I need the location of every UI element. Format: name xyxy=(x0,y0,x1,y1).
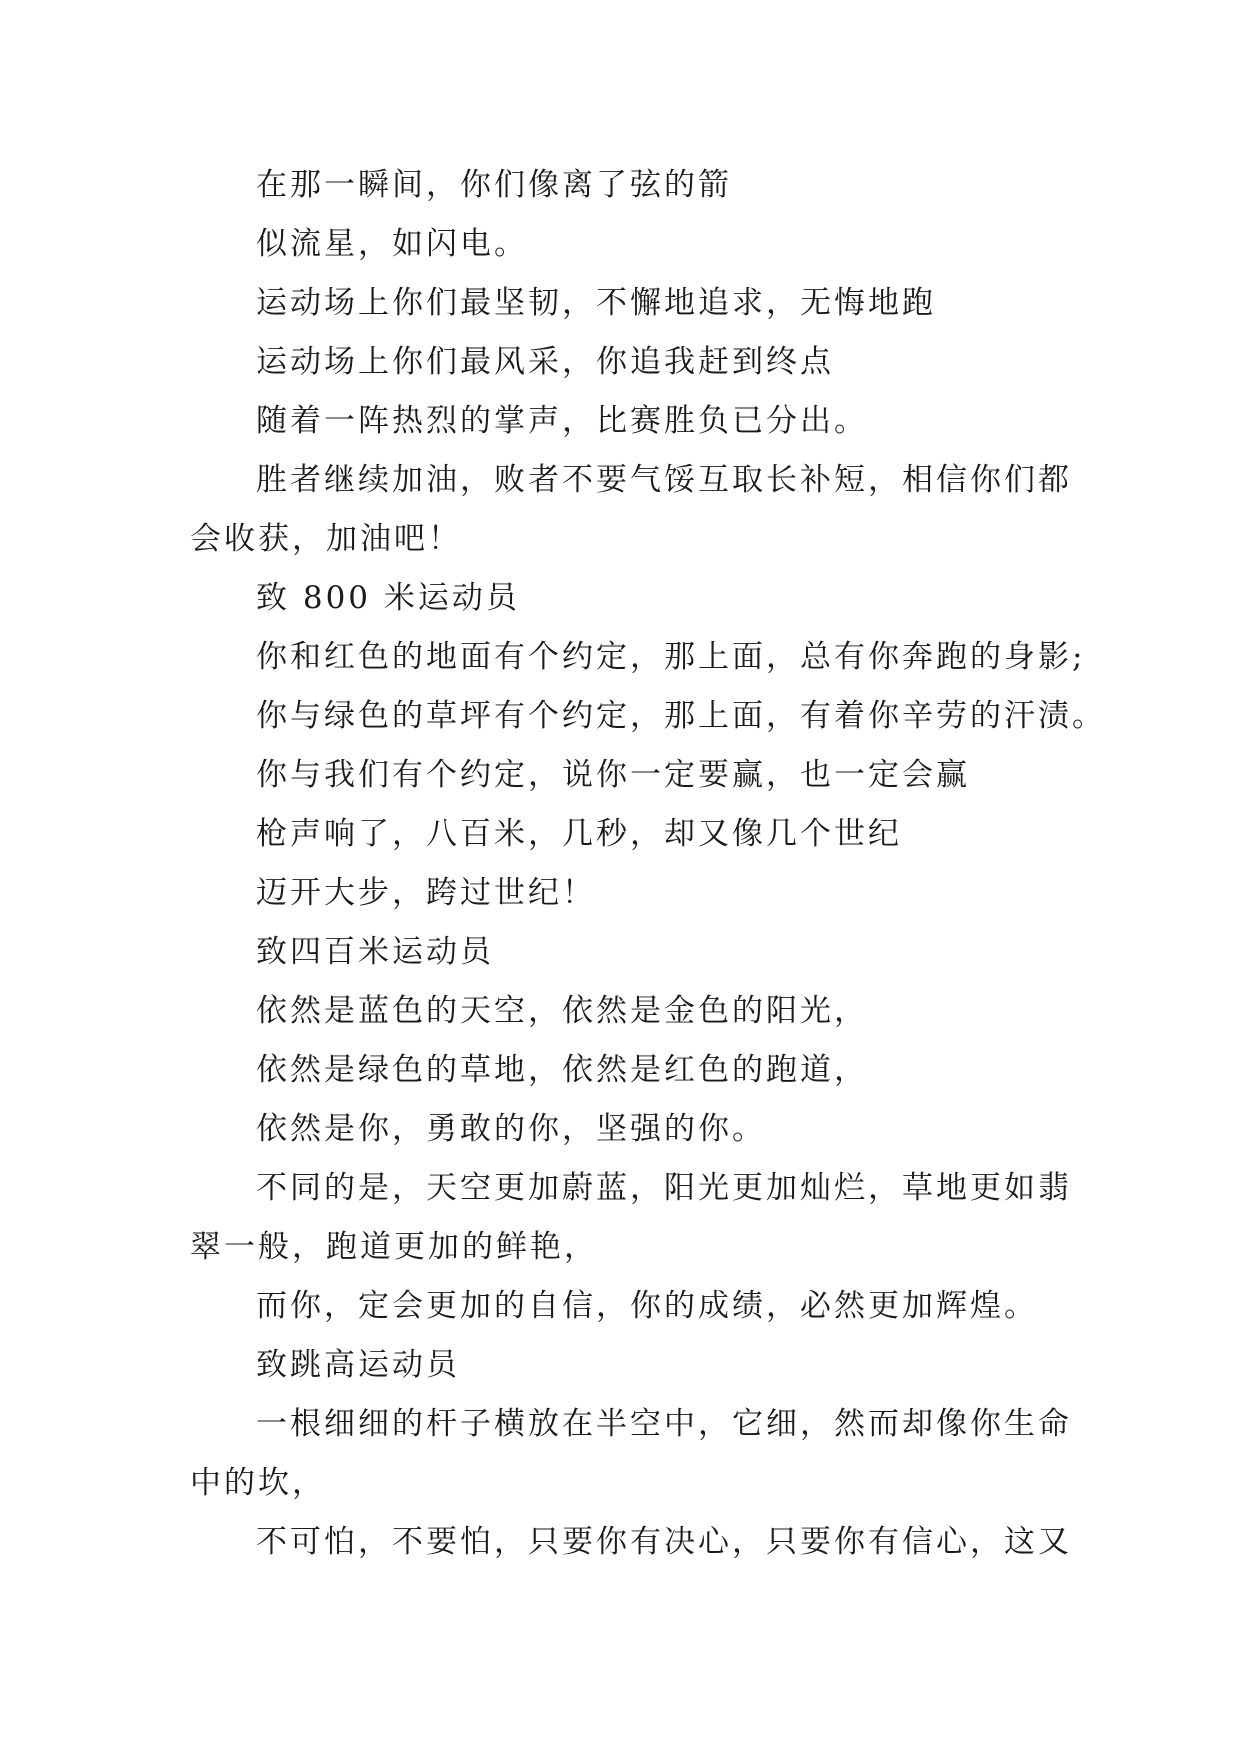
text-line: 枪声响了，八百米，几秒，却又像几个世纪 xyxy=(256,816,902,852)
text-line: 运动场上你们最风采，你追我赶到终点 xyxy=(256,344,834,380)
section-heading-high-jump: 致跳高运动员 xyxy=(256,1347,460,1383)
text-line: 似流星，如闪电。 xyxy=(256,226,528,262)
section-heading-400m: 致四百米运动员 xyxy=(256,934,494,970)
text-line: 随着一阵热烈的掌声，比赛胜负已分出。 xyxy=(256,403,868,439)
text-line: 你和红色的地面有个约定，那上面，总有你奔跑的身影; xyxy=(256,639,1086,675)
text-line: 不可怕，不要怕，只要你有决心，只要你有信心，这又 xyxy=(256,1524,1072,1560)
text-line: 依然是你，勇敢的你，坚强的你。 xyxy=(256,1111,766,1147)
text-line: 运动场上你们最坚韧，不懈地追求，无悔地跑 xyxy=(256,285,936,321)
text-line: 不同的是，天空更加蔚蓝，阳光更加灿烂，草地更如翡 xyxy=(256,1170,1072,1206)
text-line: 你与我们有个约定，说你一定要赢，也一定会赢 xyxy=(256,757,970,793)
text-line: 依然是蓝色的天空，依然是金色的阳光， xyxy=(256,993,868,1029)
section-heading-800m: 致 800 米运动员 xyxy=(256,580,520,616)
text-line: 依然是绿色的草地，依然是红色的跑道， xyxy=(256,1052,868,1088)
text-line: 会收获，加油吧！ xyxy=(190,521,462,557)
text-line: 而你，定会更加的自信，你的成绩，必然更加辉煌。 xyxy=(256,1288,1038,1324)
text-line: 迈开大步，跨过世纪！ xyxy=(256,875,596,911)
text-line: 一根细细的杆子横放在半空中，它细，然而却像你生命 xyxy=(256,1406,1072,1442)
text-line: 胜者继续加油，败者不要气馁互取长补短，相信你们都 xyxy=(256,462,1072,498)
text-line: 你与绿色的草坪有个约定，那上面，有着你辛劳的汗渍。 xyxy=(256,698,1106,734)
text-line: 中的坎， xyxy=(190,1465,326,1501)
text-line: 翠一般，跑道更加的鲜艳， xyxy=(190,1229,598,1265)
text-line: 在那一瞬间，你们像离了弦的箭 xyxy=(256,167,732,203)
document-body xyxy=(190,156,1106,1572)
